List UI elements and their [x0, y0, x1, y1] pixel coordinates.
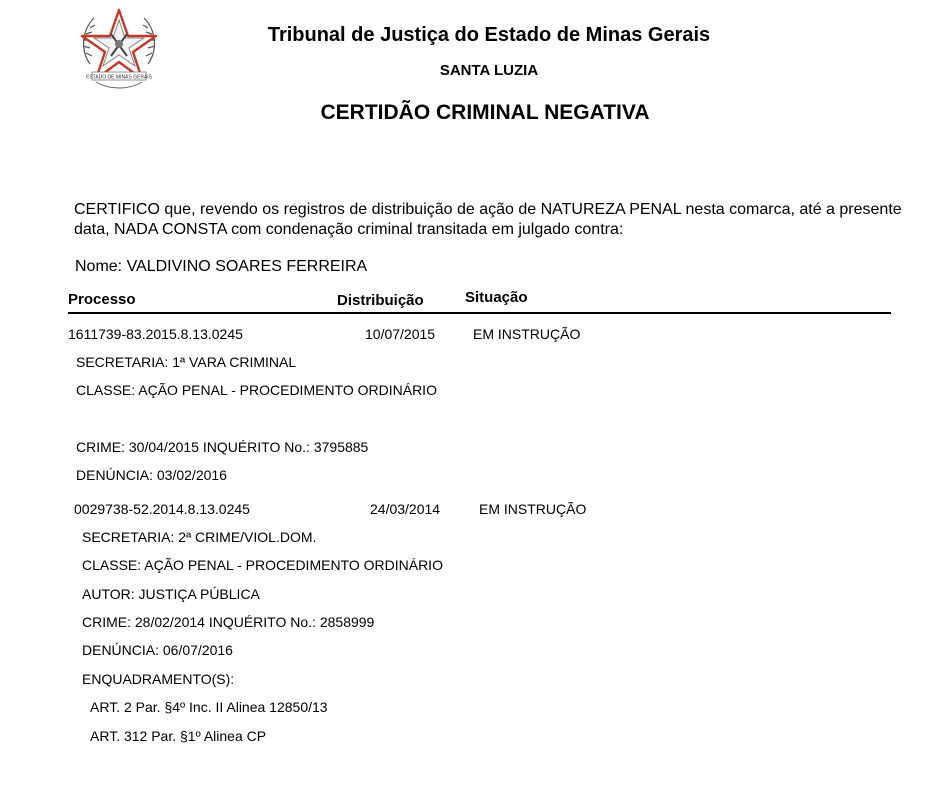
process-2-secretaria: SECRETARIA: 2ª CRIME/VIOL.DOM. — [82, 529, 317, 545]
coat-of-arms-seal — [76, 6, 162, 92]
process-1-crime: CRIME: 30/04/2015 INQUÉRITO No.: 3795885 — [76, 439, 369, 455]
process-2-date: 24/03/2014 — [370, 501, 441, 517]
process-2-denuncia: DENÚNCIA: 06/07/2016 — [82, 642, 233, 658]
process-2-autor: AUTOR: JUSTIÇA PÚBLICA — [82, 586, 260, 602]
process-1-classe: CLASSE: AÇÃO PENAL - PROCEDIMENTO ORDINÁRIO — [76, 382, 437, 398]
process-1-denuncia: DENÚNCIA: 03/02/2016 — [76, 467, 227, 483]
process-2-classe: CLASSE: AÇÃO PENAL - PROCEDIMENTO ORDINÁRIO — [82, 557, 443, 573]
city-name: SANTA LUZIA — [439, 62, 539, 79]
column-header-distribution: Distribuição — [337, 292, 424, 309]
person-name: Nome: VALDIVINO SOARES FERREIRA — [75, 258, 368, 275]
process-2-enquadramento-label: ENQUADRAMENTO(S): — [82, 671, 235, 687]
seal-banner-text: ESTADO DE MINAS GERAIS — [85, 74, 153, 81]
process-1-secretaria: SECRETARIA: 1ª VARA CRIMINAL — [76, 354, 297, 370]
court-title: Tribunal de Justiça do Estado de Minas Gerais — [267, 24, 711, 46]
certificate-title: CERTIDÃO CRIMINAL NEGATIVA — [320, 101, 650, 124]
column-header-process: Processo — [68, 291, 136, 308]
header-divider — [68, 312, 891, 314]
process-1-date: 10/07/2015 — [365, 326, 436, 342]
process-1-number: 1611739-83.2015.8.13.0245 — [68, 326, 243, 342]
column-header-situation: Situação — [465, 289, 528, 306]
process-2-article-2: ART. 312 Par. §1º Alinea CP — [90, 728, 267, 744]
process-2-number: 0029738-52.2014.8.13.0245 — [74, 501, 250, 517]
process-1-status: EM INSTRUÇÃO — [473, 326, 581, 342]
process-2-crime: CRIME: 28/02/2014 INQUÉRITO No.: 2858999 — [82, 614, 375, 630]
process-2-article-1: ART. 2 Par. §4º Inc. II Alinea 12850/13 — [90, 699, 328, 715]
certification-text: CERTIFICO que, revendo os registros de distribuição de ação de NATUREZA PENAL nesta comarca, até a presente data, NADA CONSTA com condenação criminal transitada em julgado contra: — [74, 201, 902, 238]
process-2-status: EM INSTRUÇÃO — [479, 501, 587, 517]
